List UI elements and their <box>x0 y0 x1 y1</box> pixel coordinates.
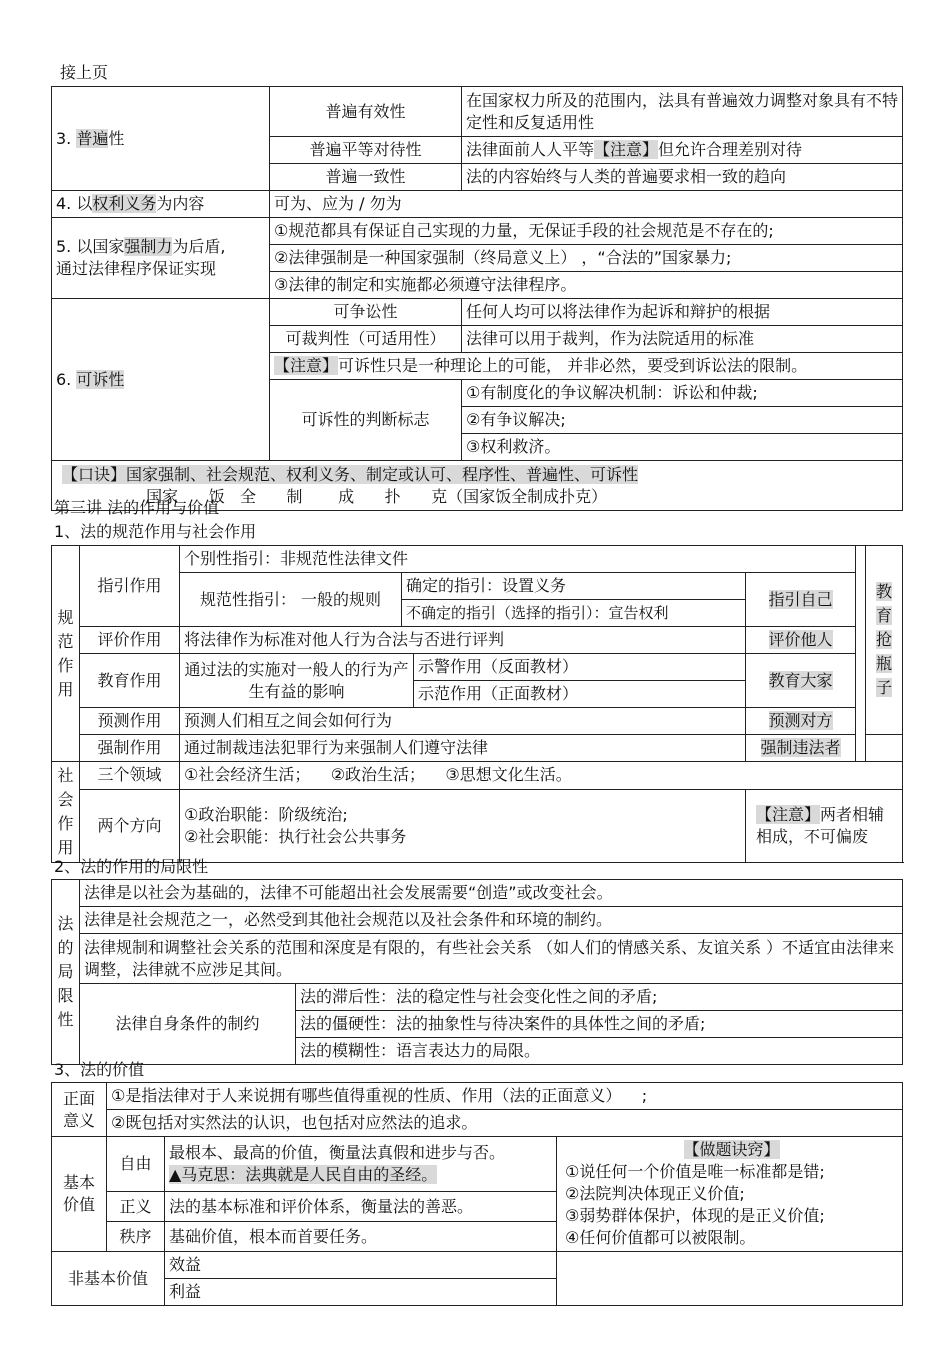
val-criteria-3: ③权利救济。 <box>462 434 903 461</box>
tips-title: 【做题诀窍】 <box>683 1140 780 1159</box>
tip-1: ①说任何一个价值是唯一标准都是错; <box>565 1162 825 1181</box>
key-universal-validity: 普遍有效性 <box>270 87 462 137</box>
education-function: 教育作用 <box>80 654 180 708</box>
val-equal-treatment: 法律面前人人平等【注意】但允许合理差别对待 <box>462 137 903 164</box>
exemplary-effect: 示范作用（正面教材） <box>414 681 746 708</box>
key-justiciability-criteria: 可诉性的判断标志 <box>270 380 462 461</box>
normative-guidance: 规范性指引： 一般的规则 <box>180 573 402 627</box>
mnemonic-line-2: 国家 饭 全 制 成 扑 克（国家饭全制成扑克） <box>136 486 608 506</box>
label-positive-meaning: 正面 意义 <box>52 1083 107 1137</box>
label-justiciability: 6. 可诉性 <box>52 299 270 461</box>
freedom-desc: 最根本、最高的价值，衡量法真假和进步与否。 ▲马克思：法典就是人民自由的圣经。 <box>165 1137 557 1192</box>
freedom: 自由 <box>107 1137 165 1192</box>
note-justiciability: 【注意】可诉性只是一种理论上的可能， 并非必然，要受到诉讼法的限制。 <box>270 353 903 380</box>
justice: 正义 <box>107 1192 165 1222</box>
key-contestability: 可争讼性 <box>270 299 462 326</box>
label-limitations: 法 的 局 限 性 <box>52 880 80 1065</box>
limitation-3: 法律规制和调整社会关系的范围和深度是有限的，有些社会关系 （如人们的情感关系、友谊关系 ）不适宜由法律来调整，法律就不应涉足其间。 <box>80 934 903 984</box>
table-limitations <box>51 879 903 1065</box>
prediction-desc: 预测人们相互之间会如何行为 <box>180 708 746 735</box>
positive-meaning-2: ②既包括对实然法的认识，也包括对应然法的追求。 <box>107 1110 903 1137</box>
key-universal-consistency: 普遍一致性 <box>270 164 462 191</box>
val-universal-consistency: 法的内容始终与人类的普遍要求相一致的趋向 <box>462 164 903 191</box>
lag: 法的滞后性：法的稳定性与社会变化性之间的矛盾; <box>296 984 903 1011</box>
val-criteria-1: ①有制度化的争议解决机制：诉讼和仲裁; <box>462 380 903 407</box>
tip-3: ③弱势群体保护，体现的是正义价值; <box>565 1206 825 1225</box>
tip-2: ②法院判决体现正义价值; <box>565 1184 745 1203</box>
tip-4: ④任何价值都可以被限制。 <box>565 1228 756 1247</box>
section-1-title: 1、法的规范作用与社会作用 <box>54 522 257 541</box>
val-coercion-1: ①规范都具有保证自己实现的力量，无保证手段的社会规范是不存在的; <box>270 218 903 245</box>
val-criteria-2: ②有争议解决; <box>462 407 903 434</box>
indefinite-guidance: 不确定的指引（选择的指引）：宣告权利 <box>402 600 746 627</box>
tag-evaluate-others: 评价他人 <box>746 627 856 654</box>
val-adjudicability: 法律可以用于裁判，作为法院适用的标准 <box>462 326 903 353</box>
tag-coerce-violators: 强制违法者 <box>746 735 856 762</box>
key-adjudicability: 可裁判性（可适用性） <box>270 326 462 353</box>
three-fields: 三个领域 <box>80 762 180 790</box>
two-directions-note: 【注意】两者相辅相成，不可偏废 <box>746 789 903 862</box>
lecture-title: 第三讲 法的作用与价值 <box>54 498 220 517</box>
vagueness: 法的模糊性：语言表达力的局限。 <box>296 1038 903 1065</box>
val-coercion-2: ②法律强制是一种国家强制（终局意义上） ，“合法的”国家暴力; <box>270 245 903 272</box>
individual-guidance: 个别性指引：非规范性法律文件 <box>180 546 856 573</box>
tag-educate-all: 教育大家 <box>746 654 856 708</box>
tag-predict-other: 预测对方 <box>746 708 856 735</box>
label-social-functions: 社 会 作 用 <box>52 762 80 863</box>
rigidity: 法的僵硬性：法的抽象性与待决案件的具体性之间的矛盾; <box>296 1011 903 1038</box>
page-header: 接上页 <box>60 63 109 82</box>
definite-guidance: 确定的指引：设置义务 <box>402 573 746 600</box>
self-conditions: 法律自身条件的制约 <box>80 984 296 1065</box>
label-normative-functions: 规 范 作 用 <box>52 546 80 762</box>
label-state-coercion: 5. 以国家强制力为后盾, 通过法律程序保证实现 <box>52 218 270 299</box>
table-values <box>51 1082 903 1306</box>
evaluation-function: 评价作用 <box>80 627 180 654</box>
efficiency: 效益 <box>165 1252 557 1279</box>
limitation-1: 法律是以社会为基础的，法律不可能超出社会发展需要“创造”或改变社会。 <box>80 880 903 907</box>
section-3-title: 3、法的价值 <box>54 1060 145 1079</box>
prediction-function: 预测作用 <box>80 708 180 735</box>
coercion-function: 强制作用 <box>80 735 180 762</box>
val-rights-duties: 可为、应为 / 勿为 <box>270 191 903 218</box>
tips-box <box>557 1137 903 1252</box>
label-rights-duties: 4. 以权利义务为内容 <box>52 191 270 218</box>
label-universality: 3. 普遍性 <box>52 87 270 191</box>
order-desc: 基础价值，根本而首要任务。 <box>165 1222 557 1252</box>
educate-side-note: 教 育 抢 瓶 子 <box>866 546 903 735</box>
table-characteristics <box>51 86 903 511</box>
section-2-title: 2、法的作用的局限性 <box>54 857 209 876</box>
two-directions-desc: ①政治职能：阶级统治; ②社会职能：执行社会公共事务 <box>180 789 746 862</box>
interest: 利益 <box>165 1279 557 1306</box>
val-contestability: 任何人均可以将法律作为起诉和辩护的根据 <box>462 299 903 326</box>
limitation-2: 法律是社会规范之一，必然受到其他社会规范以及社会条件和环境的制约。 <box>80 907 903 934</box>
education-desc: 通过法的实施对一般人的行为产生有益的影响 <box>180 654 414 708</box>
two-directions: 两个方向 <box>80 789 180 862</box>
val-coercion-3: ③法律的制定和实施都必须遵守法律程序。 <box>270 272 903 299</box>
guidance-function: 指引作用 <box>80 546 180 627</box>
order: 秩序 <box>107 1222 165 1252</box>
key-equal-treatment: 普遍平等对待性 <box>270 137 462 164</box>
mnemonic-line-1: 【口诀】国家强制、社会规范、权利义务、制定或认可、程序性、普遍性、可诉性 <box>62 464 639 484</box>
justice-desc: 法的基本标准和评价体系，衡量法的善恶。 <box>165 1192 557 1222</box>
positive-meaning-1: ①是指法律对于人来说拥有哪些值得重视的性质、作用（法的正面意义） ; <box>107 1083 903 1110</box>
three-fields-desc: ①社会经济生活； ②政治生活； ③思想文化生活。 <box>180 762 903 790</box>
label-basic-values: 基本 价值 <box>52 1137 107 1252</box>
tag-guide-self: 指引自己 <box>746 573 856 627</box>
evaluation-desc: 将法律作为标准对他人行为合法与否进行评判 <box>180 627 746 654</box>
val-universal-validity: 在国家权力所及的范围内，法具有普遍效力调整对象具有不特定性和反复适用性 <box>462 87 903 137</box>
coercion-desc: 通过制裁违法犯罪行为来强制人们遵守法律 <box>180 735 746 762</box>
label-non-basic-values: 非基本价值 <box>52 1252 165 1306</box>
table-functions <box>51 545 903 863</box>
warning-effect: 示警作用（反面教材） <box>414 654 746 681</box>
